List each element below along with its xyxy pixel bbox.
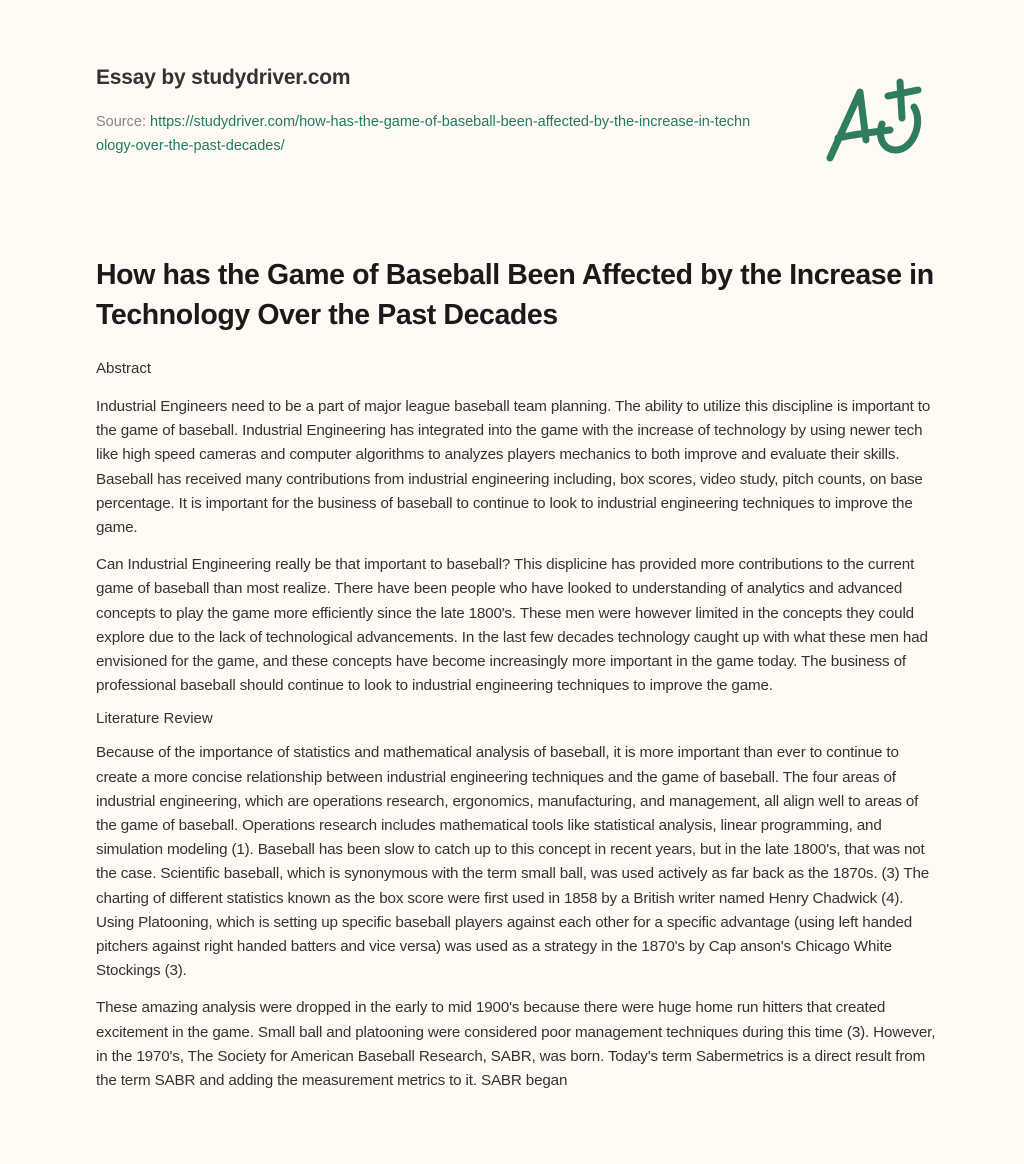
site-brand: Essay by studydriver.com <box>96 66 351 89</box>
literature-review-heading: Literature Review <box>96 710 213 728</box>
paragraph-intro: Can Industrial Engineering really be that important to baseball? This displicine has provided more contributions to the current game of baseball than most realize. There have been people who have looked to understanding of analytics and advanced concepts to play the game more efficiently since the late 1800's. These men were however limited in the concepts they could explore due to the lack of technological advancements. In the last few decades technology caught up with what these men had envisioned for the game, and these concepts have become increasingly more important in the game today. The business of professional baseball should continue to look to industrial engineering techniques to improve the game. <box>96 556 928 695</box>
paragraph-history: These amazing analysis were dropped in the early to mid 1900's because there were huge home run hitters that created excitement in the game. Small ball and platooning were considered poor management techniques during this time (3). However, in the 1970's, The Society for American Baseball Research, SABR, was born. Today's term Sabermetrics is a direct result from the term SABR and adding the measurement metrics to it. SABR began <box>96 999 936 1090</box>
source-link[interactable]: https://studydriver.com/how-has-the-game-of-baseball-been-affected-by-the-increase-in-technology-over-the-past-decades/ <box>96 114 751 154</box>
abstract-heading: Abstract <box>96 360 152 377</box>
paragraph-literature: Because of the importance of statistics and mathematical analysis of baseball, it is more important than ever to continue to create a more concise relationship between industrial engineering techniques and the game of baseball. The four areas of industrial engineering, which are operations research, ergonomics, manufacturing, and management, all align well to areas of the game of baseball. Operations research includes mathematical tools like statistical analysis, linear programming, and simulation modeling (1). Baseball has been slow to catch up to this concept in recent years, but in the late 1800's, that was not the case. Scientific baseball, which is synonymous with the term small ball, was used actively as far back as the 1870s. (3) The charting of different statistics known as the box score were first used in 1858 by a British writer named Henry Chadwick (4). Using Platooning, which is setting up specific baseball players against each other for a specific advantage (using left handed pitchers against right handed batters and vice versa) was used as a strategy in the 1870's by Cap anson's Chicago White Stockings (3). <box>96 744 930 980</box>
source-label: Source: <box>96 114 150 130</box>
a-plus-grade-icon <box>820 62 940 172</box>
essay-content <box>96 255 936 1093</box>
source-line <box>96 110 756 158</box>
essay-title: How has the Game of Baseball Been Affected by the Increase in Technology Over the Past Decades <box>96 259 934 331</box>
page-header <box>96 64 796 158</box>
paragraph-abstract: Industrial Engineers need to be a part of major league baseball team planning. The ability to utilize this discipline is important to the game of baseball. Industrial Engineering has integrated into the game with the increase of technology by using newer tech like high speed cameras and computer algorithms to analyzes players mechanics to both improve and evaluate their skills. Baseball has received many contributions from industrial engineering including, box scores, video study, pitch counts, on base percentage. It is important for the business of baseball to continue to look to industrial engineering techniques to improve the game. <box>96 398 931 537</box>
